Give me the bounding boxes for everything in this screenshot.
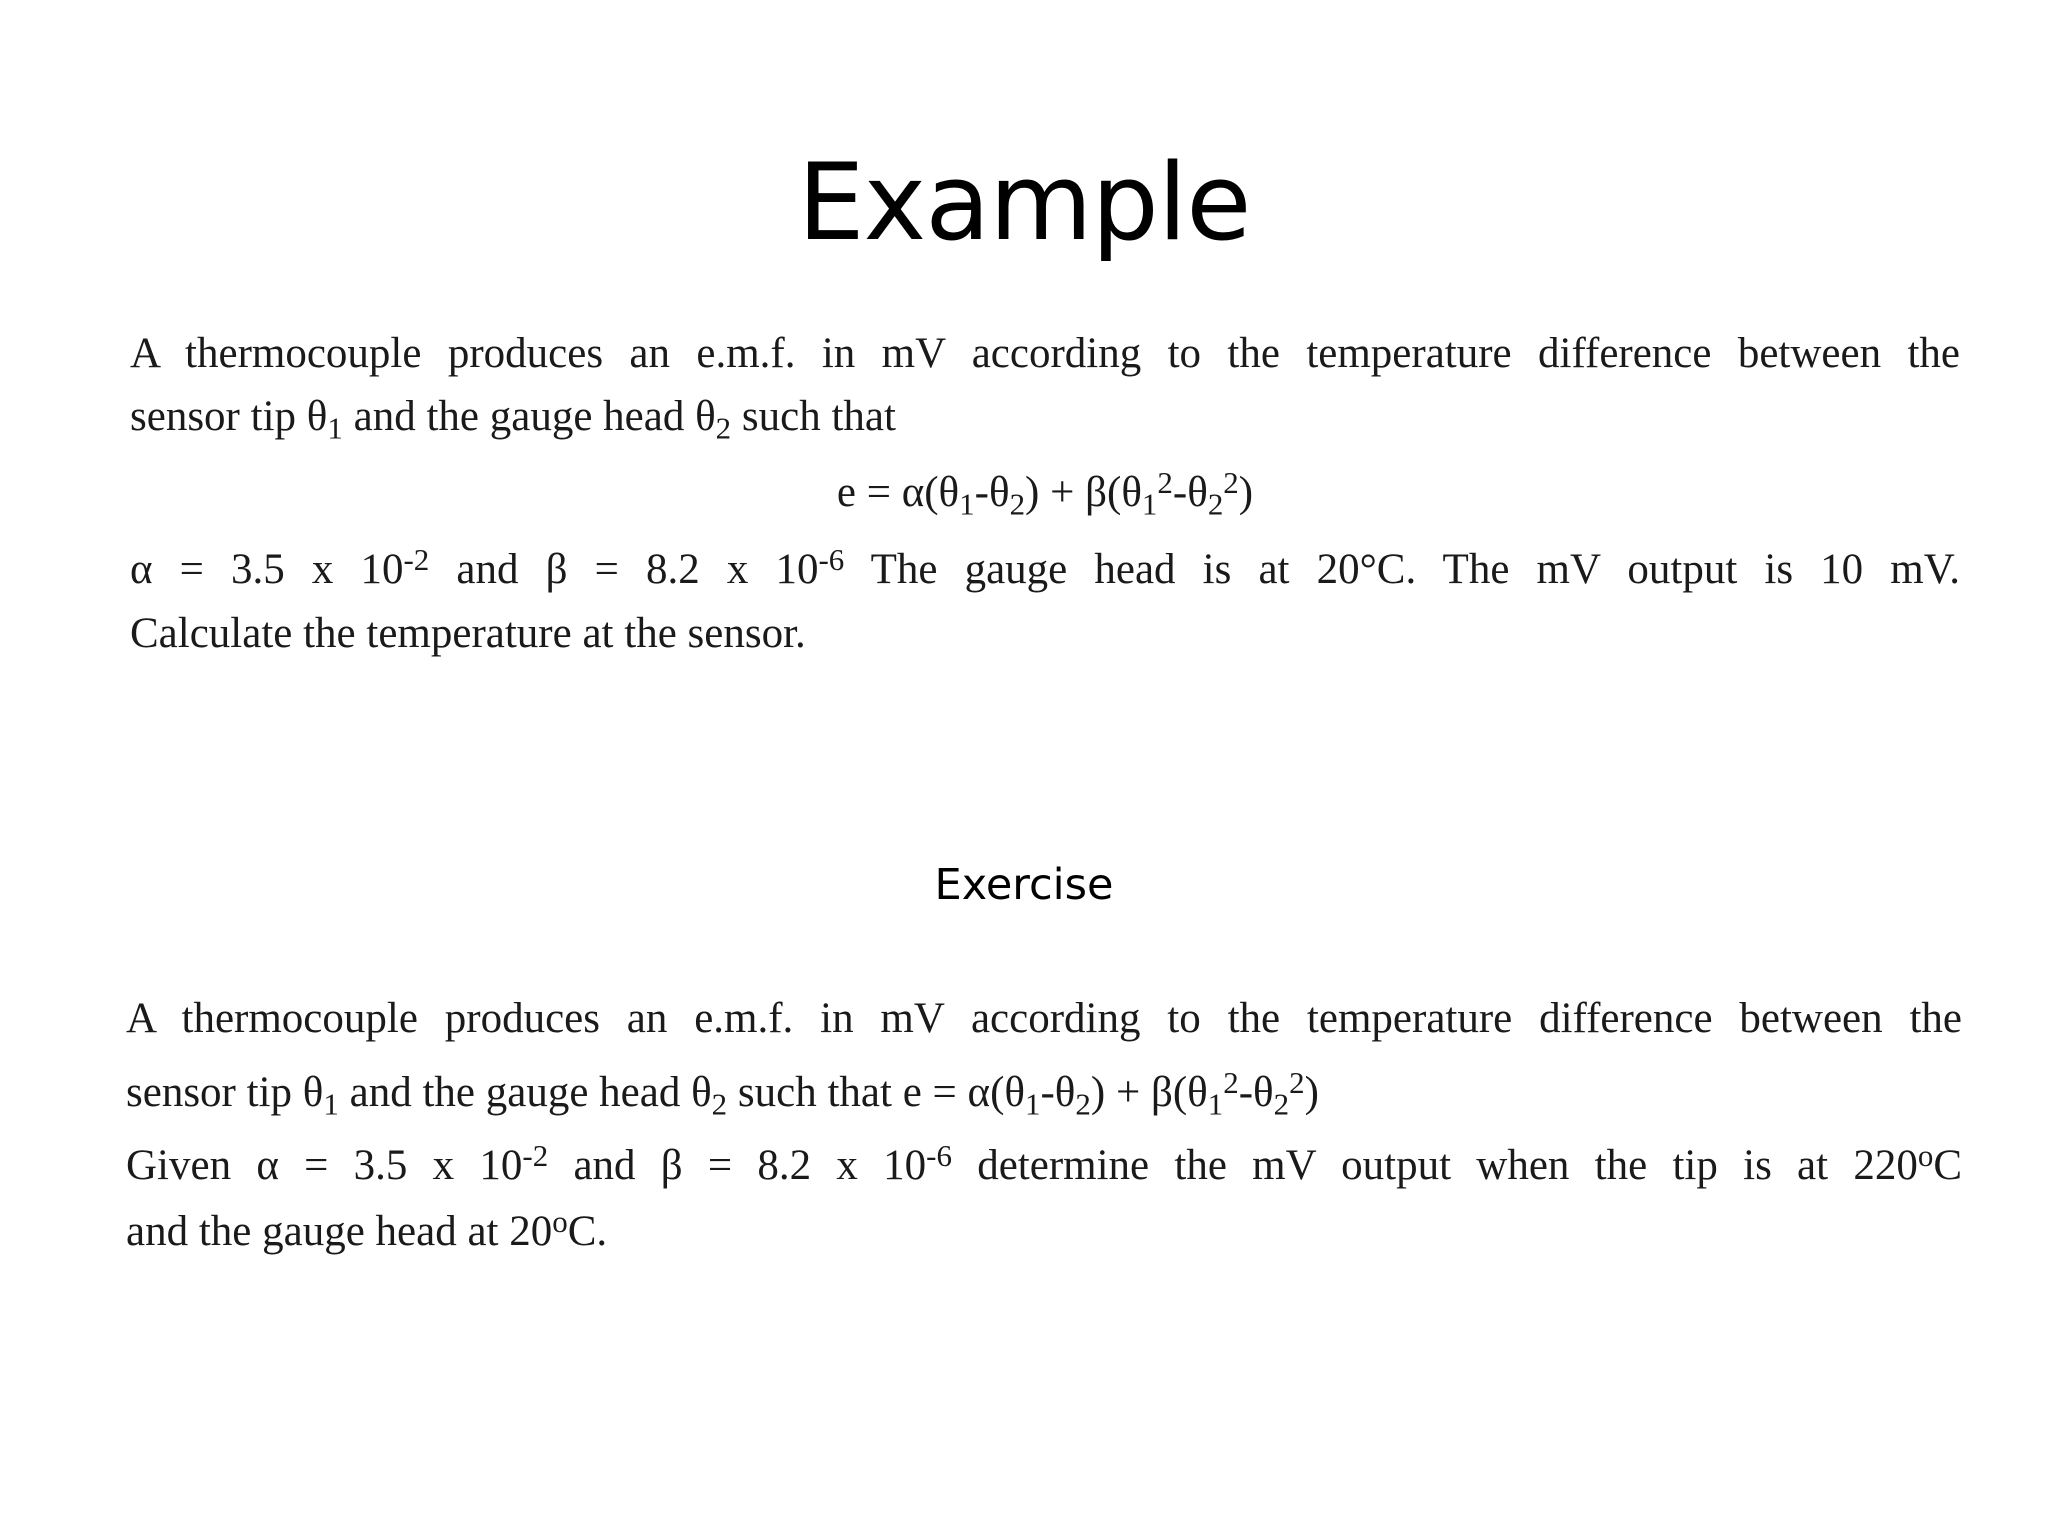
example-line-2: sensor tip $\theta_1$ and the gauge head $\theta_2$ such that xyxy=(130,393,896,446)
slide-title: Example xyxy=(797,141,1251,264)
example-line-4: Calculate the temperature at the sensor. xyxy=(130,610,806,657)
exercise-line-1: A thermocouple produces an e.m.f. in mV according to the temperature difference between the xyxy=(126,995,1962,1042)
example-line-1: A thermocouple produces an e.m.f. in mV according to the temperature difference between the xyxy=(130,330,1960,377)
exercise-line-2: sensor tip $\theta_1$ and the gauge head $\theta_2$ such that $e = \alpha(\theta_1-\theta_2) + \beta(\theta_1^2-\theta_2^2)$ xyxy=(126,1065,1319,1122)
exercise-line-3: Given α = 3.5 x $10^{-2}$ and β = 8.2 x $10^{-6}$ determine the mV output when the tip is at 220$^o$C xyxy=(126,1138,1963,1189)
exercise-line-4: and the gauge head at 20$^o$C. xyxy=(126,1204,608,1255)
example-equation: $e = \alpha(\theta_1-\theta_2) + \beta(\theta_1^2-\theta_2^2)$ xyxy=(836,465,1254,522)
example-problem xyxy=(130,325,1960,663)
example-line-3: α = 3.5 x $10^{-2}$ and β = 8.2 x $10^{-6}$ The gauge head is at 20°C. The mV output is 10 mV. xyxy=(130,542,1960,593)
exercise-problem xyxy=(126,985,1962,1265)
exercise-heading: Exercise xyxy=(934,860,1114,910)
